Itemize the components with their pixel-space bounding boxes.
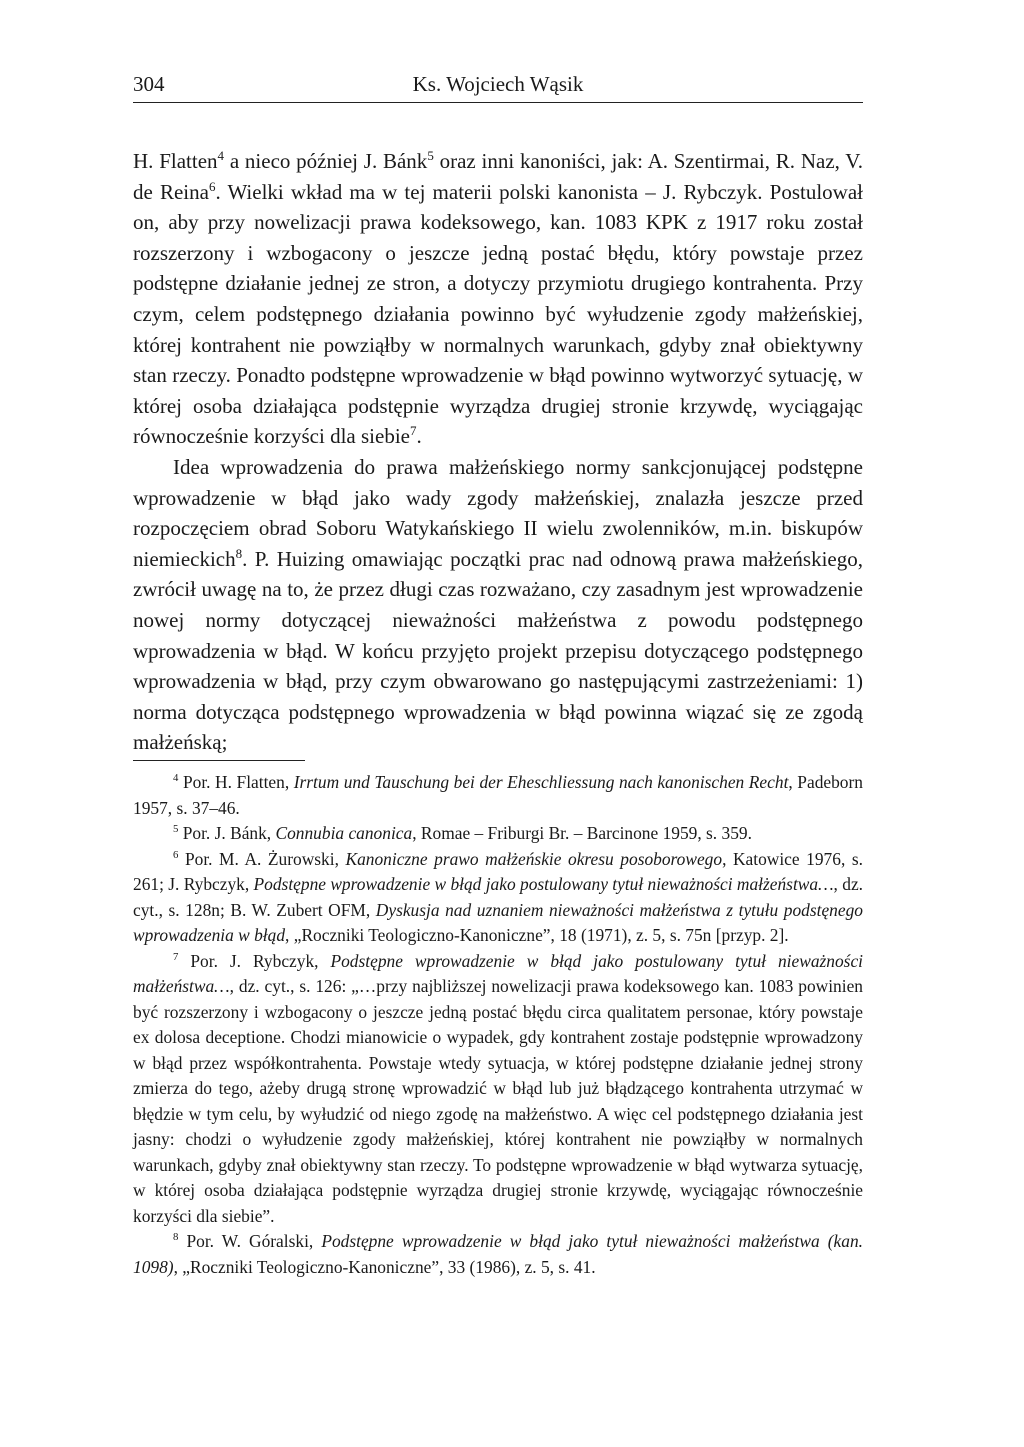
text-run: a nieco później J. Bánk <box>224 149 428 173</box>
text-run: , „Roczniki Teologiczno-Kanoniczne”, 33 (1986), z. 5, s. 41. <box>173 1256 596 1277</box>
text-run: , Padeborn 1957, s. 37–46. <box>133 772 863 818</box>
footnote-number: 4 <box>173 772 179 785</box>
running-head: Ks. Wojciech Wąsik <box>412 72 584 96</box>
text-run: Por. M. A. Żurowski, <box>178 848 346 869</box>
text-run: Por. J. Rybczyk, <box>178 950 331 971</box>
footnote-ref-5: 5 <box>427 148 434 163</box>
text-run: . Wielki wkład ma w tej materii polski kanonista – J. Rybczyk. Postulował on, aby przy nowelizacji prawa kodeksowego, kan. 1083 KPK z 1917 roku został rozszerzony i wzbogacony o jeszcze jedną postać błędu, który powstaje przez podstępne działanie jednej ze stron, a dotyczy przymiotu drugiego kontrahenta. Przy czym, celem podstępnego działania powinno być wyłudzenie zgody małżeńskiej, której kontrahent nie powziąłby w normalnych warunkach, gdyby znał obiektywny stan rzeczy. Ponadto podstępne wprowadzenie w błąd powinno wytworzyć sytuację, w której osoba działająca podstępnie wyrządza drugiej stronie krzywdę, wyciągając równocześnie korzyści dla siebie <box>133 179 863 449</box>
page-number: 304 <box>133 72 165 96</box>
footnote-7 <box>133 949 863 1230</box>
body-paragraph-1 <box>133 146 863 452</box>
footnote-number: 8 <box>173 1231 179 1244</box>
cited-title: Connubia canonica <box>275 823 413 843</box>
footnote-4 <box>133 770 863 821</box>
text-run: , „Roczniki Teologiczno-Kanoniczne”, 18 (1971), z. 5, s. 75n [przyp. 2]. <box>285 925 789 945</box>
text-run: , dz. cyt., s. 126: „…przy najbliższej nowelizacji prawa kodeksowego kan. 1083 powinien być rozszerzony i wzbogacony o jeszcze jedną postać błędu circa qualitatem personae, który powstaje ex dolosa deceptione. Chodzi mianowicie o wypadek, gdy kontrahent zostaje podstępnie wprowadzony w błąd przez współkontrahenta. Powstaje wtedy sytuacja, w której podstępne działanie jednej strony zmierza do tego, ażeby drugą stronę wprowadzić w błąd lub już błądzącego kontrahenta utrzymać w błędzie w tym celu, by wyłudzić od niego zgodę na małżeństwo. A więc cel podstępnego działania jest jasny: chodzi o wyłudzenie zgody małżeńskiej, której kontrahent nie powziąłby w normalnych warunkach, gdyby znał obiektywny stan rzeczy. To podstępne wprowadzenie w błąd wytwarza sytuację, w której osoba działająca podstępnie wyrządza drugiej stronie krzywdę, wyciągając równocześnie korzyści dla siebie”. <box>133 976 863 1226</box>
body-paragraph-2 <box>133 452 863 758</box>
footnote-separator <box>133 760 305 761</box>
cited-title: Podstępne wprowadzenie w błąd jako postulowany tytuł nieważności małżeństwa… <box>253 874 834 894</box>
text-run: Por. W. Góralski, <box>178 1231 322 1251</box>
text-run: Por. J. Bánk, <box>178 823 276 843</box>
footnote-ref-4: 4 <box>217 148 225 163</box>
text-run: , Katowice 1976, s. 261; J. Rybczyk, <box>133 848 863 894</box>
footnote-6 <box>133 847 863 949</box>
footnote-ref-6: 6 <box>208 178 216 194</box>
text-run: , dz. cyt., s. 128n; B. W. Zubert OFM, <box>133 874 864 920</box>
cited-title: Podstępne wprowadzenie w błąd jako tytuł nieważności małżeństwa (kan. 1098) <box>133 1231 863 1277</box>
text-run: H. Flatten <box>133 149 218 173</box>
footnote-ref-7: 7 <box>409 423 417 439</box>
footnote-ref-8: 8 <box>235 545 243 561</box>
text-run: . <box>416 424 422 449</box>
cited-title: Podstępne wprowadzenie w błąd jako postulowany tytuł nieważności małżeństwa… <box>133 950 863 996</box>
footnote-number: 7 <box>173 950 179 963</box>
text-run: Por. H. Flatten, <box>178 772 294 792</box>
text-run: Idea wprowadzenia do prawa małżeńskiego normy sankcjonującej podstępne wprowadzenie w błąd jako wady zgody małżeńskiej, znalazła jeszcze przed rozpoczęciem obrad Soboru Watykańskiego II wielu zwolenników, m.in. biskupów niemieckich <box>133 454 863 571</box>
footnote-number: 5 <box>173 823 179 836</box>
text-run: , Romae – Friburgi Br. – Barcinone 1959, s. 359. <box>412 823 752 843</box>
text-run: . P. Huizing omawiając początki prac nad odnową prawa małżeńskiego, zwrócił uwagę na to, że przez długi czas rozważano, czy zasadnym jest wprowadzenie nowej normy dotyczącej nieważności małżeństwa z powodu podstępnego wprowadzenia w błąd. W końcu przyjęto projekt przepisu dotyczącego podstępnego wprowadzenia w błąd, przy czym obwarowano go następującymi zastrzeżeniami: 1) norma dotycząca podstępnego wprowadzenia w błąd powinna wiązać się ze zgodą małżeńską; <box>133 546 863 755</box>
cited-title: Irrtum und Tauschung bei der Eheschliessung nach kanonischen Recht <box>293 772 789 792</box>
footnote-5 <box>133 821 863 847</box>
footnotes <box>133 770 863 1280</box>
footnote-8 <box>133 1229 863 1280</box>
text-run: oraz inni kanoniści, jak: A. Szentirmai, R. Naz, V. de Reina <box>133 149 863 204</box>
main-text <box>133 146 863 758</box>
cited-title: Dyskusja nad uznaniem nieważności małżeństwa z tytułu podstęnego wprowadzenia w błąd <box>133 899 863 945</box>
footnote-number: 6 <box>173 848 179 861</box>
cited-title: Kanoniczne prawo małżeńskie okresu posoborowego <box>345 848 723 869</box>
page-header <box>133 64 863 103</box>
